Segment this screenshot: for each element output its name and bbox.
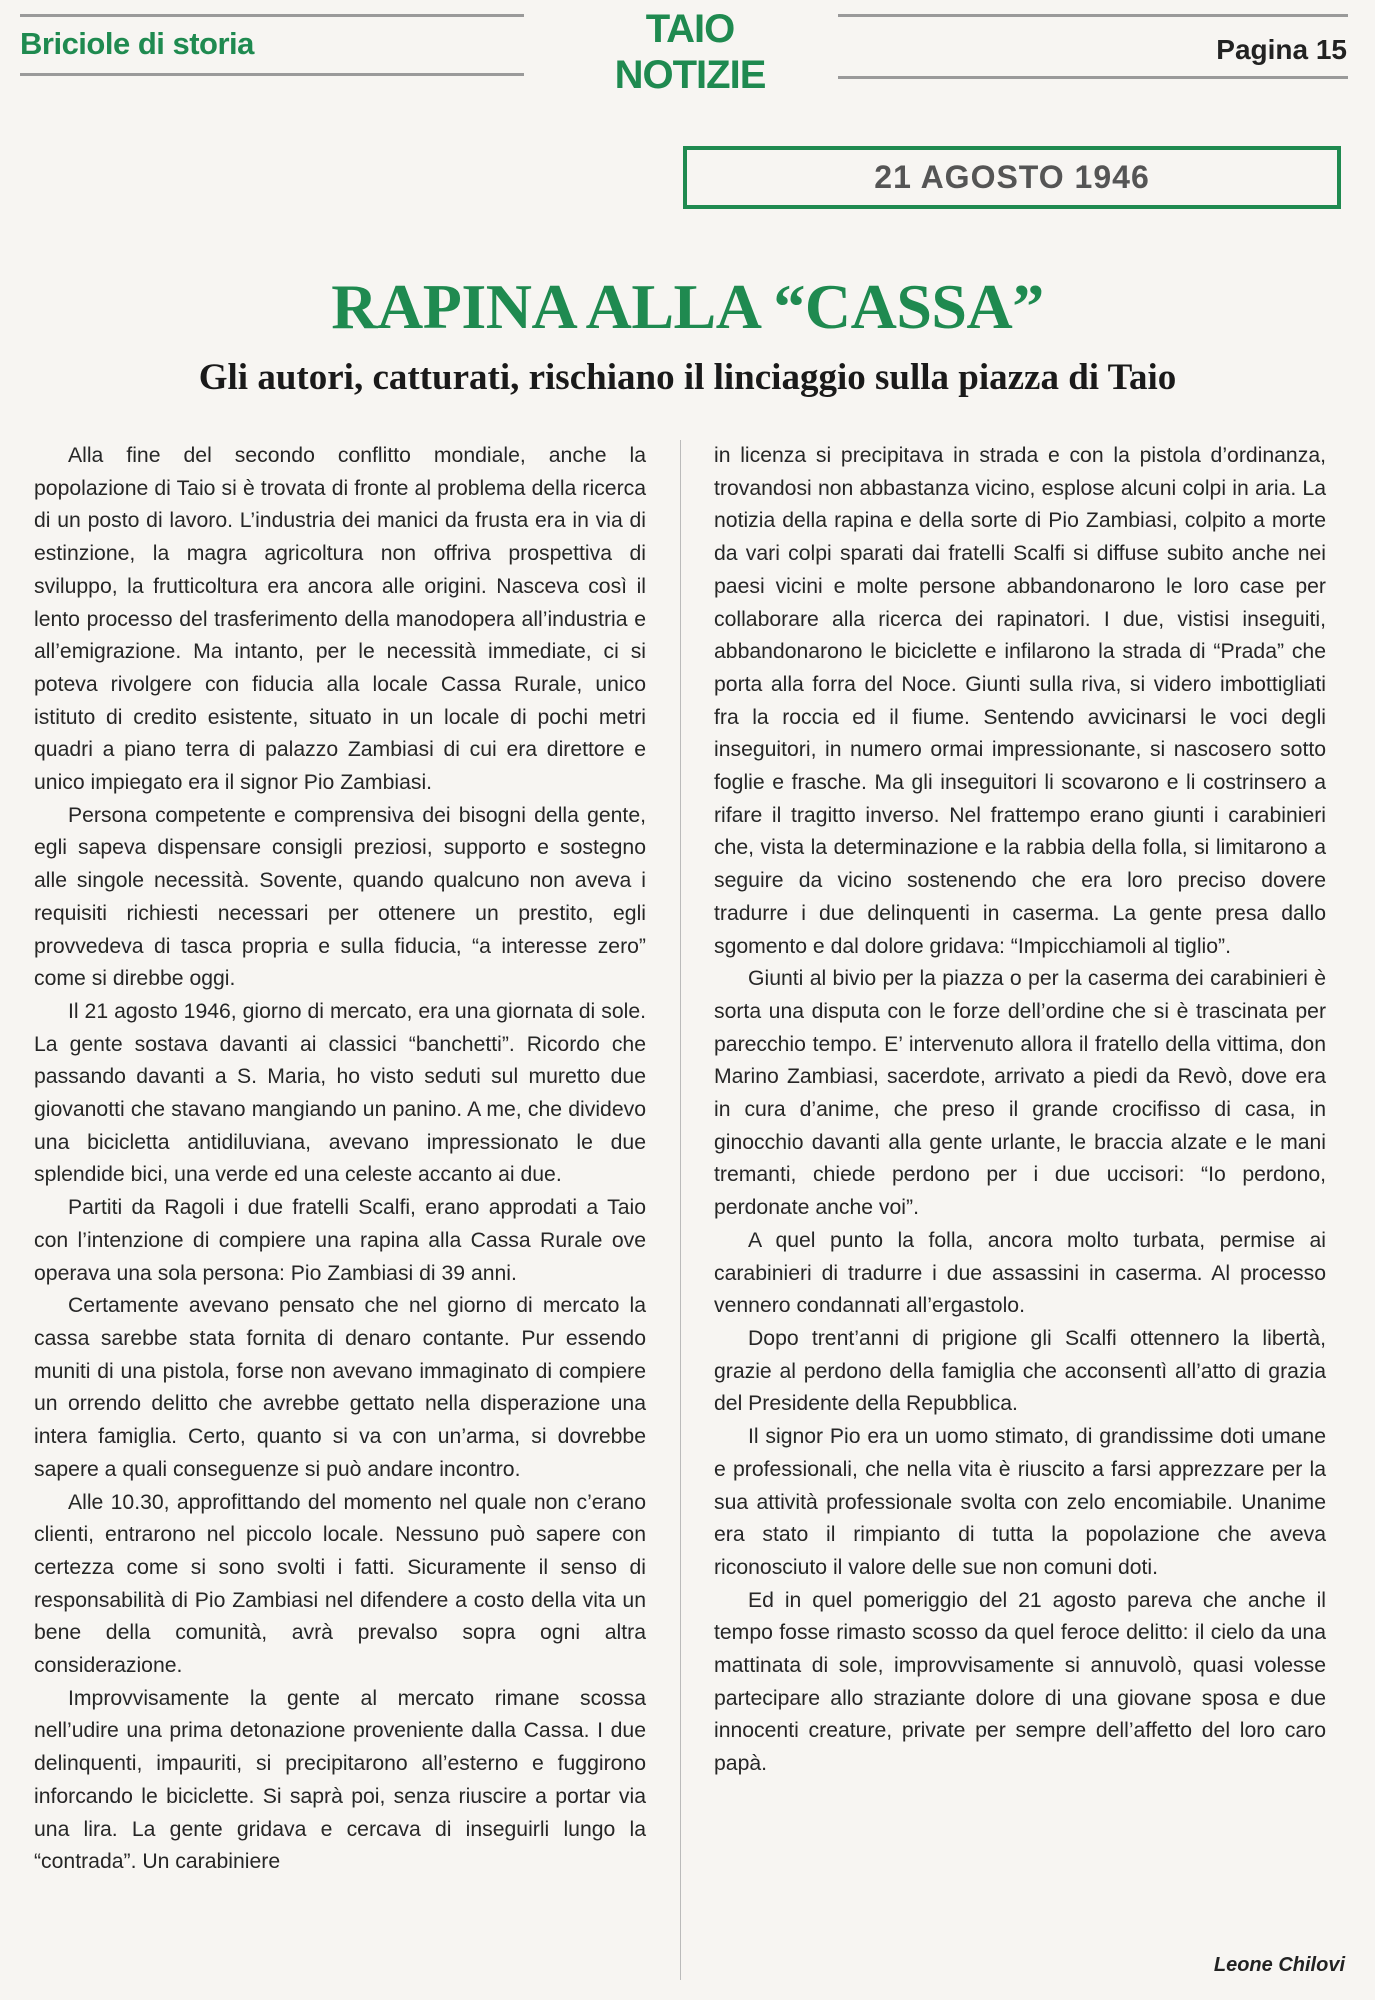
section-label: Briciole di storia	[20, 26, 254, 61]
paragraph: Dopo trent’anni di prigione gli Scalfi ottennero la libertà, grazie al perdono della famiglia che acconsentì all’atto di grazia del Presidente della Repubblica.	[714, 1326, 1326, 1416]
paragraph: Il 21 agosto 1946, giorno di mercato, era una giornata di sole. La gente sostava davanti ai classici “banchetti”. Ricordo che passando davanti a S. Maria, ho visto seduti sul muretto due giovanotti che stavano mangiando un panino. A me, che dividevo una bicicletta antidiluviana, avevano impressionato le due splendide bici, una verde ed una celeste accanto ai due.	[34, 999, 646, 1187]
page-number: Pagina 15	[1216, 34, 1347, 65]
date-box: 21 AGOSTO 1946	[683, 146, 1341, 209]
paragraph: in licenza si precipitava in strada e con la pistola d’ordinanza, trovandosi non abbastanza vicino, esplose alcuni colpi in aria. La notizia della rapina e della sorte di Pio Zambiasi, colpito a morte da vari colpi sparati dai fratelli Scalfi si diffuse subito anche nei paesi vicini e molte persone abbandonarono le loro case per collaborare alla ricerca dei rapinatori. I due, vistisi inseguiti, abbandonarono le biciclette e infilarono la strada di “Prada” che porta alla forra del Noce. Giunti sulla riva, si videro imbottigliati fra la roccia ed il fiume. Sentendo avvicinarsi le voci degli inseguitori, in numero ormai impressionante, si nascosero sotto foglie e frasche. Ma gli inseguitori li scovarono e li costrinsero a rifare il tragitto inverso. Nel frattempo erano giunti i carabinieri che, vista la determinazione e la rabbia della folla, si limitarono a seguire da vicino sostenendo che era loro preciso dovere tradurre i due delinquenti in caserma. La gente presa dallo sgomento e dal dolore gridava: “Impicchiamoli al tiglio”.	[714, 444, 1326, 958]
header-rule-left-bottom	[20, 73, 524, 76]
paragraph: Improvvisamente la gente al mercato rimane scossa nell’udire una prima detonazione proveniente dalla Cassa. I due delinquenti, impauriti, si precipitarono all’esterno e fuggirono inforcando le biciclette. Si saprà poi, senza riuscire a portar via una lira. La gente gridava e cercava di inseguirli lungo la “contrada”. Un carabiniere	[34, 1686, 646, 1874]
paragraph: Persona competente e comprensiva dei bisogni della gente, egli sapeva dispensare consigli preziosi, supporto e sostegno alle singole necessità. Sovente, quando qualcuno non aveva i requisiti richiesti necessari per ottenere un prestito, egli provvedeva di tasca propria e sulla fiducia, “a interesse zero” come si direbbe oggi.	[34, 803, 646, 991]
header-rule-right-bottom	[838, 76, 1348, 79]
paragraph: Ed in quel pomeriggio del 21 agosto pareva che anche il tempo fosse rimasto scosso da quel feroce delitto: il cielo da una mattinata di sole, improvvisamente si annuvolò, quasi volesse partecipare allo straziante dolore di una giovane sposa e due innocenti creature, private per sempre dell’affetto del loro caro papà.	[714, 1588, 1326, 1776]
masthead-line2: NOTIZIE	[614, 53, 766, 97]
paragraph: Alle 10.30, approfittando del momento nel quale non c’erano clienti, entrarono nel piccolo locale. Nessuno può sapere con certezza come si sono svolti i fatti. Sicuramente il senso di responsabilità di Pio Zambiasi nel difendere a costo della vita un bene della comunità, avrà prevalso sopra ogni altra considerazione.	[34, 1490, 646, 1678]
author-signature: Leone Chilovi	[1213, 1954, 1345, 1976]
column-divider	[680, 440, 681, 1980]
paragraph: Alla fine del secondo conflitto mondiale, anche la popolazione di Taio si è trovata di fronte al problema della ricerca di un posto di lavoro. L’industria dei manici da frusta era in via di estinzione, la magra agricoltura non offriva prospettiva di sviluppo, la frutticoltura era ancora alle origini. Nasceva così il lento processo del trasferimento della manodopera all’industria e all’emigrazione. Ma intanto, per le necessità immediate, ci si poteva rivolgere con fiducia alla locale Cassa Rurale, unico istituto di credito esistente, situato in un locale di pochi metri quadri a piano terra di palazzo Zambiasi di cui era direttore e unico impiegato era il signor Pio Zambiasi.	[34, 444, 646, 795]
header-rule-right-top	[838, 14, 1348, 17]
header-rule-left-top	[20, 14, 524, 17]
paragraph: A quel punto la folla, ancora molto turbata, permise ai carabinieri di tradurre i due assassini in caserma. Al processo vennero condannati all’ergastolo.	[714, 1228, 1326, 1318]
masthead-line1: TAIO	[645, 7, 735, 51]
paragraph: Il signor Pio era un uomo stimato, di grandissime doti umane e professionali, che nella vita è riuscito a farsi apprezzare per la sua attività professionale svolta con zelo encomiabile. Unanime era stato il rimpianto di tutta la popolazione che aveva riconosciuto il valore delle sue non comuni doti.	[714, 1425, 1326, 1579]
article-column-left	[34, 440, 646, 1879]
article-column-right	[714, 440, 1326, 1781]
paragraph: Partiti da Ragoli i due fratelli Scalfi, erano approdati a Taio con l’intenzione di compiere una rapina alla Cassa Rurale ove operava una sola persona: Pio Zambiasi di 39 anni.	[34, 1196, 646, 1285]
article-subtitle: Gli autori, catturati, rischiano il linciaggio sulla piazza di Taio	[198, 357, 1177, 398]
paragraph: Giunti al bivio per la piazza o per la caserma dei carabinieri è sorta una disputa con le forze dell’ordine che si è trascinata per parecchio tempo. E’ intervenuto allora il fratello della vittima, don Marino Zambiasi, sacerdote, arrivato a piedi da Revò, dove era in cura d’anime, che preso il grande crocifisso di casa, in ginocchio davanti alla gente urlante, le braccia alzate e le mani tremanti, chiede perdono per i due uccisori: “Io perdono, perdonate anche voi”.	[714, 967, 1326, 1220]
article-title: RAPINA ALLA “CASSA”	[331, 271, 1044, 342]
masthead	[590, 6, 790, 98]
paragraph: Certamente avevano pensato che nel giorno di mercato la cassa sarebbe stata fornita di denaro contante. Pur essendo muniti di una pistola, forse non avevano immaginato di compiere un orrendo delitto che avrebbe gettato nella disperazione una intera famiglia. Certo, quanto si va con un’arma, si dovrebbe sapere a quali conseguenze si può andare incontro.	[34, 1294, 646, 1481]
